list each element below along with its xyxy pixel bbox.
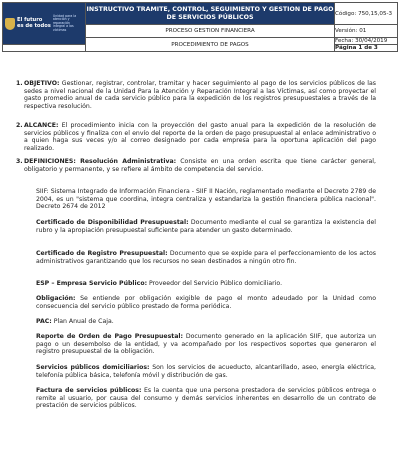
definition-crp [36, 250, 376, 265]
section-number: 2. [16, 122, 23, 129]
brand-line-1: El futuro [17, 16, 43, 23]
definition-term: Obligación: [36, 295, 76, 302]
section-number: 3. [16, 158, 23, 165]
definition-servicios-domiciliarios [36, 364, 376, 379]
section-objetivo [16, 80, 376, 110]
definition-text: SIIF: Sistema Integrado de Información Financiera - SIIF II Nación, reglamentado mediante el Decreto 2789 de 2004, es un "sistema que coordina, integra centraliza y estandariza la gestión financiera pública nacional". Decreto 2674 de 2012 [36, 188, 376, 211]
process-name: PROCESO GESTION FINANCIERA [86, 25, 335, 38]
logo-cell [3, 3, 86, 45]
definition-text: Documento que se expide para el perfeccionamiento de los actos administrativos garantizando que los recursos no sean destinados a ningún otro fin. [36, 250, 376, 265]
entity-name: Unidad para la atención y reparación integral a las víctimas [52, 13, 77, 32]
definition-pac [36, 318, 376, 326]
document-header [2, 2, 398, 52]
definition-term: Certificado de Disponibilidad Presupuestal: [36, 219, 189, 226]
definition-text: Es la cuenta que una persona prestadora de servicios públicos entrega o remite al usuario, por causa del consumo y demás servicios inherentes en desarrollo de un contrato de prestación de servicios públicos. [36, 387, 376, 410]
definition-factura [36, 387, 376, 410]
definition-text: Se entiende por obligación exigible de pago el monto adeudado por la Unidad como consecuencia del servicio público prestado de forma periódica. [36, 295, 376, 310]
definition-term: Certificado de Registro Presupuestal: [36, 250, 168, 257]
definition-cdp [36, 219, 376, 234]
coat-of-arms-icon [5, 18, 15, 30]
definition-text: Proveedor del Servicio Público domiciliario. [147, 280, 283, 287]
definition-term: Reporte de Orden de Pago Presupuestal: [36, 333, 184, 340]
procedure-name: PROCEDIMIENTO DE PAGOS [86, 38, 335, 52]
definition-siif [36, 188, 376, 211]
section-label: OBJETIVO: [24, 80, 60, 87]
definition-text: Son los servicios de acueducto, alcantarillado, aseo, energía eléctrica, telefonía pública básica, telefonía móvil y distribución de gas. [36, 364, 376, 379]
definition-esp [36, 280, 376, 288]
definition-reporte-orden-pago [36, 333, 376, 356]
document-code: Código: 750,15,05-3 [335, 3, 398, 25]
definition-obligacion [36, 295, 376, 310]
section-number: 1. [16, 80, 23, 87]
document-title: INSTRUCTIVO TRAMITE, CONTROL, SEGUIMIENTO Y GESTION DE PAGO DE SERVICIOS PÚBLICOS [86, 3, 335, 25]
definition-text: Plan Anual de Caja. [51, 318, 114, 325]
definition-term: Servicios públicos domiciliarios: [36, 364, 150, 371]
definition-term: PAC: [36, 318, 52, 325]
section-label: ALCANCE: [24, 122, 59, 129]
section-definiciones [16, 158, 376, 173]
definition-text: Documento generado en la aplicación SIIF, que autoriza un pago o un desembolso de la entidad, y va acompañado por los respectivos soportes que generaron el registro presupuestal de la obligación. [36, 333, 376, 356]
section-alcance [16, 122, 376, 152]
section-text: Gestionar, registrar, controlar, tramitar y hacer seguimiento al pago de los servicios públicos de las sedes a nivel nacional de la Unidad Para la Atención y Reparación Integral a las Víctimas, así como proyectar el gasto promedio anual de cada servicio público para la expedición de los registros presupuestales a través de la respectiva resolución. [24, 80, 376, 110]
section-text: Consiste en una orden escrita que tiene carácter general, obligatorio y permanente, y se refiere al ámbito de competencia del servicio. [24, 158, 376, 173]
definition-term: Factura de servicios públicos: [36, 387, 142, 394]
section-text: El procedimiento inicia con la proyección del gasto anual para la expedición de la resolución de servicios públicos y finaliza con el envío del reporte de la orden de pago presupuestal al enlace administrativo o a quien haga sus veces y/o al correo designado por cada empresa para la oportuna aplicación del pago realizado. [24, 122, 376, 152]
brand-line-2: es de todos [17, 22, 51, 29]
section-label: DEFINICIONES: Resolución Administrativa: [24, 158, 177, 165]
entity-logo [3, 15, 85, 33]
definition-term: ESP – Empresa Servicio Público: [36, 280, 148, 287]
document-version: Versión: 01 [335, 25, 398, 38]
document-date: Fecha: 30/04/2019 [335, 38, 398, 45]
definition-text: Documento mediante el cual se garantiza la existencia del rubro y la apropiación presupuestal suficiente para atender un gasto determinado. [36, 219, 376, 234]
page-number: Página 1 de 3 [335, 45, 398, 52]
